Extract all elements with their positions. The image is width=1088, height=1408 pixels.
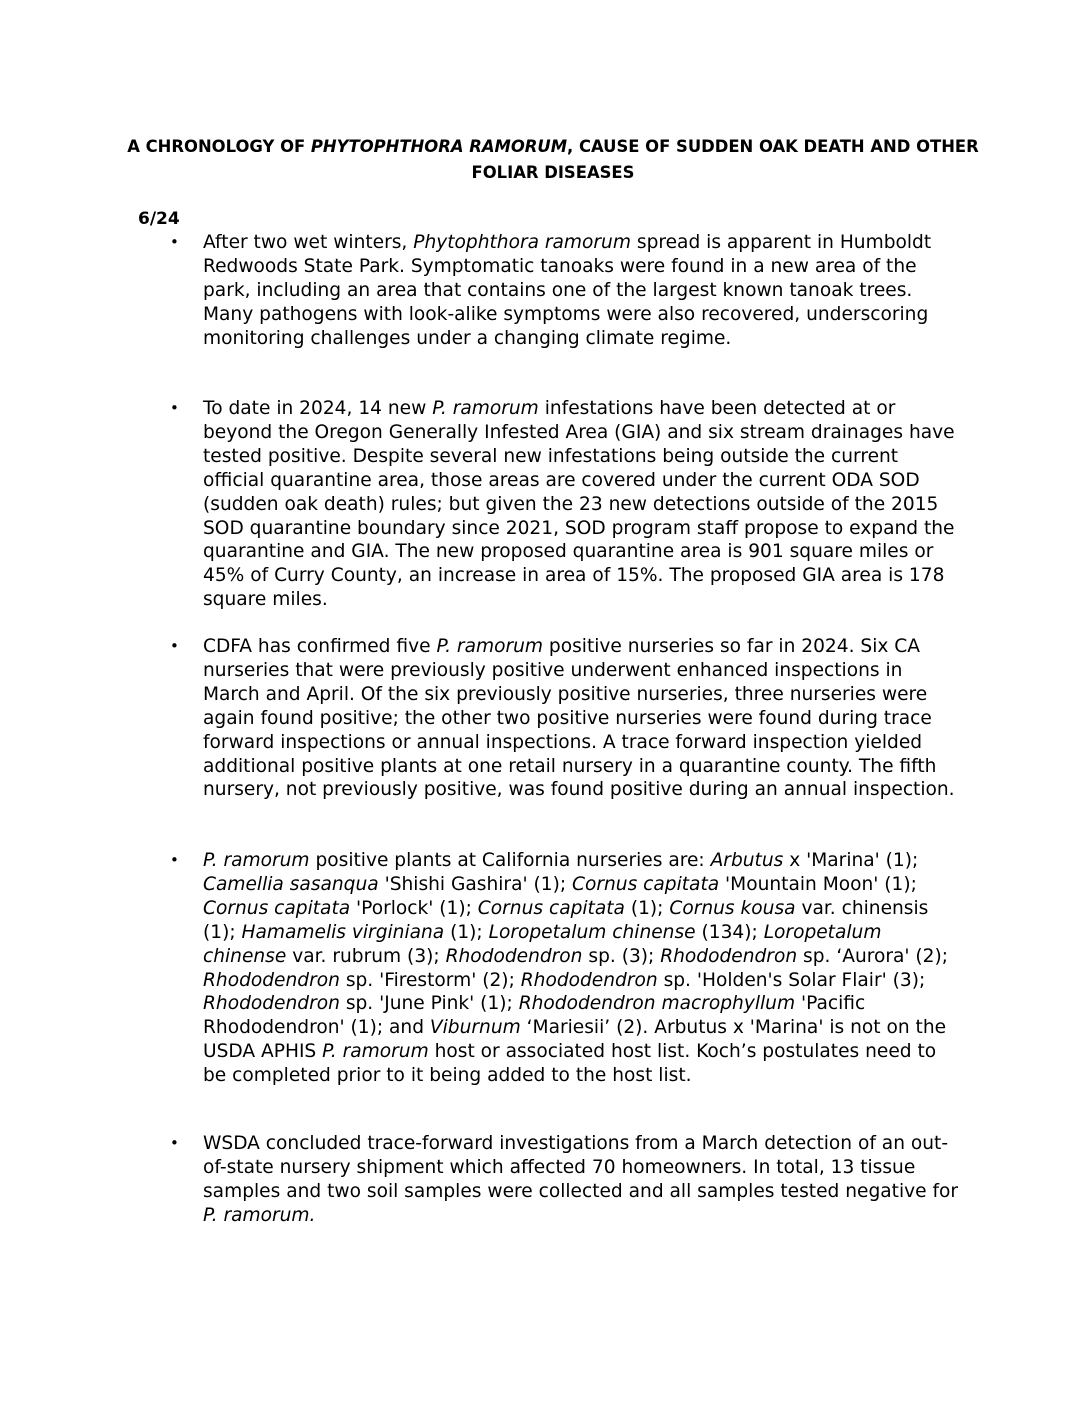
item-text: WSDA concluded trace-forward investigations from a March detection of an out-of-state nursery shipment which affected 70 homeowners. In total, 13 tissue samples and two soil samples were collected and all samples tested negative for <box>203 1133 959 1202</box>
item-text: positive nurseries so far in 2024. Six CA nurseries that were previously positive underwent enhanced inspections in March and April. Of the six previously positive nurseries, three nurseries were again found positive; the other two positive nurseries were found during trace forward inspections or annual inspections. A trace forward inspection yielded additional positive plants at one retail nursery in a quarantine county. The fifth nursery, not previously positive, was found positive during an annual inspection. <box>203 636 955 801</box>
plant-name: Arbutus <box>710 850 784 871</box>
item-text: sp. 'June Pink' (1); <box>339 993 519 1015</box>
plant-name: P. ramorum <box>322 1041 429 1063</box>
plant-name: Rhododendron <box>445 945 583 967</box>
plant-name: Cornus capitata <box>477 897 625 919</box>
plant-name: Viburnum <box>429 1017 521 1039</box>
bullet-icon: • <box>170 637 179 655</box>
item-text: spread is apparent in Humboldt Redwoods State Park. Symptomatic tanoaks were found in a new area of the park, including an area that contains one of the largest known tanoak trees. Many pathogens with look-alike symptoms were also recovered, underscoring monitoring challenges under a changing climate regime. <box>203 232 932 349</box>
list-item <box>170 1132 963 1228</box>
list-item <box>170 231 963 351</box>
item-text: var. chinensis (1); <box>203 897 929 943</box>
item-species: Phytophthora ramorum <box>413 232 631 253</box>
plant-name: Hamamelis virginiana <box>241 921 445 943</box>
item-text: sp. 'Firestorm' (2); <box>339 969 521 991</box>
plant-name: Cornus kousa <box>669 897 796 919</box>
document-title <box>120 134 986 186</box>
plant-name: Cornus capitata <box>572 873 720 895</box>
item-text: sp. (3); <box>582 945 661 967</box>
item-text: host or associated host list. Koch’s postulates need to be completed prior to it being added to the host list. <box>203 1041 937 1087</box>
title-prefix: A CHRONOLOGY OF <box>127 137 311 156</box>
item-text: (1); <box>444 921 489 943</box>
plant-name: Loropetalum chinense <box>203 921 882 967</box>
bullet-icon: • <box>170 233 179 251</box>
list-item <box>170 849 963 1088</box>
plant-name: Rhododendron <box>203 969 340 991</box>
item-text: sp. ‘Aurora' (2); <box>797 945 949 967</box>
section-date: 6/24 <box>138 209 180 229</box>
list-item <box>170 397 963 612</box>
plant-name: Camellia sasanqua <box>203 873 379 895</box>
plant-name: Rhododendron <box>660 945 798 967</box>
title-species: PHYTOPHTHORA RAMORUM <box>310 137 568 156</box>
plant-name: Cornus capitata <box>203 897 351 919</box>
item-text: 'Shishi Gashira' (1); <box>378 873 573 895</box>
list-item <box>170 635 963 802</box>
item-species: P. ramorum <box>436 636 543 657</box>
item-text: (1); <box>624 897 670 919</box>
plant-name: Rhododendron <box>520 969 658 991</box>
item-text: (134); <box>695 921 764 943</box>
plant-name: P. ramorum <box>203 850 310 871</box>
plant-name: Loropetalum chinense <box>488 921 696 943</box>
item-species: P. ramorum. <box>203 1204 316 1226</box>
item-rich-text <box>203 850 948 1086</box>
item-text: 'Porlock' (1); <box>350 897 478 919</box>
item-species: P. ramorum <box>432 398 539 419</box>
item-text: To date in 2024, 14 new <box>203 398 433 419</box>
item-text: After two wet winters, <box>203 232 414 253</box>
bullet-icon: • <box>170 1134 179 1152</box>
item-text: 'Pacific Rhododendron' (1); and <box>203 993 866 1039</box>
plant-name: Rhododendron macrophyllum <box>518 993 796 1015</box>
item-text: var. rubrum (3); <box>286 945 446 967</box>
title-suffix: , CAUSE OF SUDDEN OAK DEATH AND OTHER FOLIAR DISEASES <box>471 137 979 182</box>
item-text: sp. 'Holden's Solar Flair' (3); <box>657 969 926 991</box>
bullet-icon: • <box>170 399 179 417</box>
bullet-icon: • <box>170 851 179 869</box>
item-text: ‘Mariesii’ (2). Arbutus x 'Marina' is not on the USDA APHIS <box>203 1017 947 1063</box>
item-text: positive plants at California nurseries are: <box>309 850 711 871</box>
item-text: CDFA has confirmed five <box>203 636 437 657</box>
item-text: 'Mountain Moon' (1); <box>719 873 917 895</box>
item-text: infestations have been detected at or beyond the Oregon Generally Infested Area (GIA) and six stream drainages have tested positive. Despite several new infestations being outside the current official quarantine area, those areas are covered under the current ODA SOD (sudden oak death) rules; but given the 23 new detections outside of the 2015 SOD quarantine boundary since 2021, SOD program staff propose to expand the quarantine and GIA. The new proposed quarantine area is 901 square miles or 45% of Curry County, an increase in area of 15%. The proposed GIA area is 178 square miles. <box>203 398 955 611</box>
item-text: x 'Marina' (1); <box>783 850 919 871</box>
plant-name: Rhododendron <box>203 993 340 1015</box>
